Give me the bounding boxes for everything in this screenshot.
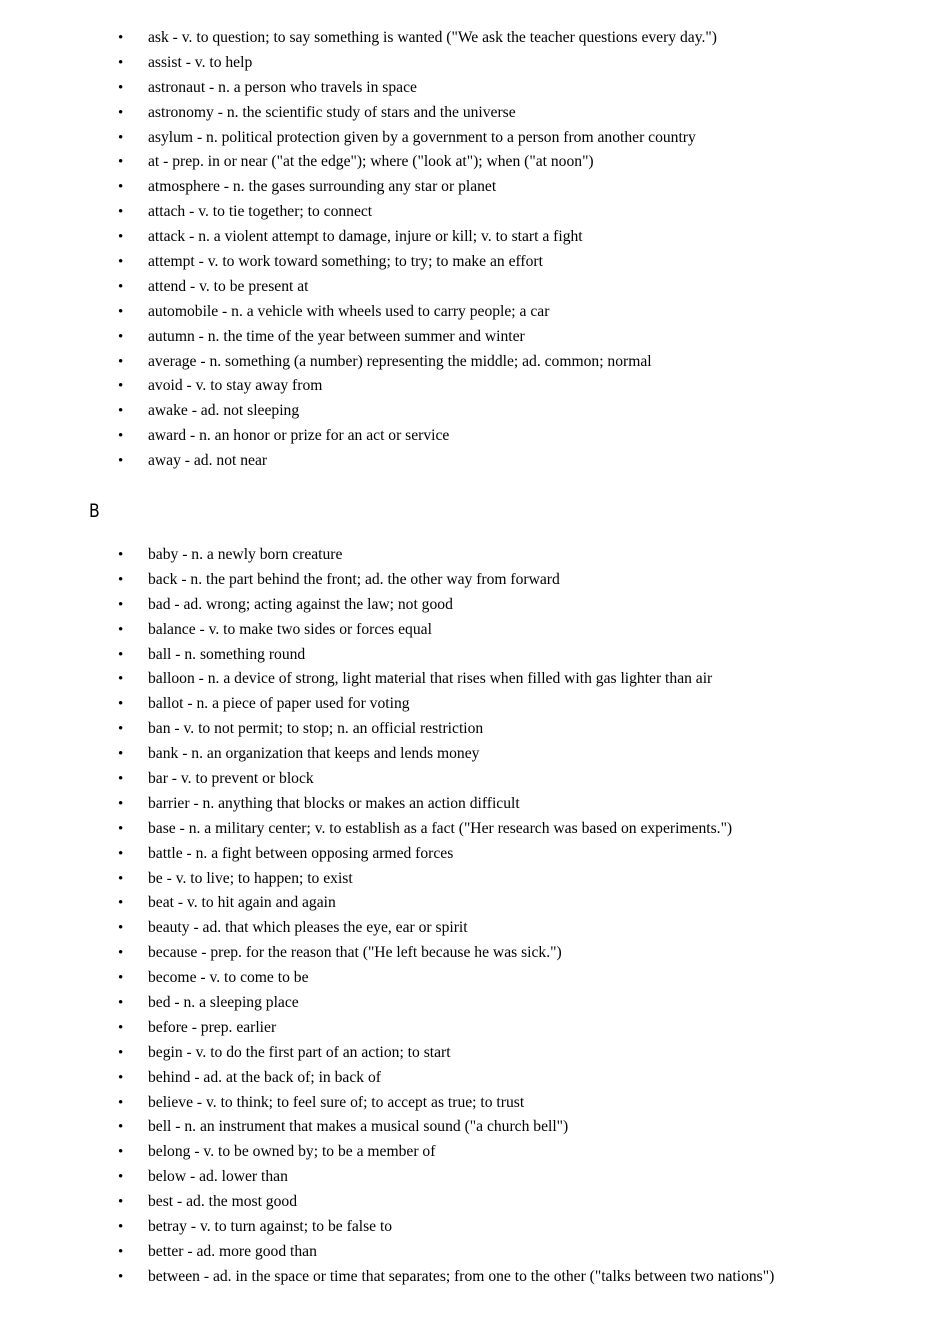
bullet-icon: • [118,920,124,937]
entry-text: atmosphere - n. the gases surrounding any star or planet [148,178,497,196]
entry-text: astronomy - n. the scientific study of stars and the universe [148,103,516,121]
entry-text: better - ad. more good than [148,1242,317,1260]
list-item [0,916,950,941]
entry-text: base - n. a military center; v. to establish as a fact ("Her research was based on experiments.") [148,819,733,837]
list-item [0,1140,950,1165]
bullet-icon: • [118,571,124,588]
bullet-icon: • [118,1219,124,1236]
list-item [0,1190,950,1215]
entry-text: battle - n. a fight between opposing armed forces [148,844,454,862]
bullet-icon: • [118,54,124,71]
bullet-icon: • [118,353,124,370]
entry-text: autumn - n. the time of the year between summer and winter [148,327,525,345]
bullet-icon: • [118,671,124,688]
bullet-icon: • [118,378,124,395]
entry-text: be - v. to live; to happen; to exist [148,869,353,887]
list-item [0,200,950,225]
entry-text: balance - v. to make two sides or forces equal [148,620,432,638]
bullet-icon: • [118,204,124,221]
entry-text: betray - v. to turn against; to be false to [148,1218,393,1236]
bullet-icon: • [118,646,124,663]
list-item [0,374,950,399]
list-item [0,51,950,76]
entry-text: away - ad. not near [148,452,268,470]
list-item [0,175,950,200]
list-item [0,1215,950,1240]
bullet-icon: • [118,1194,124,1211]
list-item [0,275,950,300]
list-item [0,449,950,474]
list-item [0,1091,950,1116]
entry-text: begin - v. to do the first part of an action; to start [148,1043,451,1061]
bullet-icon: • [118,1144,124,1161]
entry-text: avoid - v. to stay away from [148,377,323,395]
bullet-icon: • [118,870,124,887]
entry-text: at - prep. in or near ("at the edge"); where ("look at"); when ("at noon") [148,153,594,171]
entry-text: barrier - n. anything that blocks or makes an action difficult [148,794,520,812]
list-item [0,991,950,1016]
list-item [0,667,950,692]
bullet-icon: • [118,1069,124,1086]
list-item [0,842,950,867]
list-item [0,941,950,966]
bullet-icon: • [118,895,124,912]
list-item [0,643,950,668]
list-item [0,717,950,742]
bullet-icon: • [118,596,124,613]
entry-text: back - n. the part behind the front; ad. the other way from forward [148,570,560,588]
entry-text: astronaut - n. a person who travels in space [148,78,417,96]
bullet-icon: • [118,129,124,146]
entry-text: bar - v. to prevent or block [148,770,314,788]
bullet-icon: • [118,845,124,862]
bullet-icon: • [118,970,124,987]
entry-text: average - n. something (a number) representing the middle; ad. common; normal [148,352,652,370]
entry-text: automobile - n. a vehicle with wheels used to carry people; a car [148,302,550,320]
entry-text: because - prep. for the reason that ("He left because he was sick.") [148,944,562,962]
list-item [0,300,950,325]
bullet-icon: • [118,746,124,763]
bullet-icon: • [118,1094,124,1111]
entry-text: bank - n. an organization that keeps and lends money [148,745,480,763]
list-item [0,692,950,717]
entry-text: bad - ad. wrong; acting against the law; not good [148,595,453,613]
entry-text: ask - v. to question; to say something is wanted ("We ask the teacher questions every day.") [148,29,717,46]
list-item [0,1115,950,1140]
list-item [0,817,950,842]
entry-text: attack - n. a violent attempt to damage, injure or kill; v. to start a fight [148,228,583,246]
word-list-b [0,543,950,1290]
list-item [0,399,950,424]
entry-text: believe - v. to think; to feel sure of; to accept as true; to trust [148,1093,525,1111]
list-item [0,966,950,991]
bullet-icon: • [118,795,124,812]
list-item [0,26,950,51]
entry-text: ballot - n. a piece of paper used for voting [148,695,410,713]
list-item [0,618,950,643]
bullet-icon: • [118,1268,124,1285]
bullet-icon: • [118,771,124,788]
bullet-icon: • [118,1019,124,1036]
entry-text: before - prep. earlier [148,1018,277,1036]
entry-text: best - ad. the most good [148,1193,297,1211]
list-item [0,543,950,568]
bullet-icon: • [118,254,124,271]
bullet-icon: • [118,403,124,420]
list-item [0,101,950,126]
bullet-icon: • [118,696,124,713]
entry-text: awake - ad. not sleeping [148,402,300,420]
word-list-a [0,26,950,474]
entry-text: bed - n. a sleeping place [148,994,299,1012]
bullet-icon: • [118,820,124,837]
list-item [0,126,950,151]
list-item [0,742,950,767]
entry-text: award - n. an honor or prize for an act or service [148,427,450,445]
entry-text: become - v. to come to be [148,969,309,987]
bullet-icon: • [118,1044,124,1061]
list-item [0,1240,950,1265]
section-heading-b: B [89,500,100,522]
bullet-icon: • [118,303,124,320]
bullet-icon: • [118,547,124,563]
entry-text: attend - v. to be present at [148,277,309,295]
entry-text: beauty - ad. that which pleases the eye, ear or spirit [148,919,468,937]
list-item [0,225,950,250]
entry-text: asylum - n. political protection given by a government to a person from another country [148,128,696,146]
bullet-icon: • [118,995,124,1012]
list-item [0,792,950,817]
bullet-icon: • [118,1169,124,1186]
bullet-icon: • [118,945,124,962]
list-item [0,1016,950,1041]
entry-text: behind - ad. at the back of; in back of [148,1068,381,1086]
bullet-icon: • [118,278,124,295]
entry-text: bell - n. an instrument that makes a musical sound ("a church bell") [148,1118,569,1136]
entry-text: attempt - v. to work toward something; to try; to make an effort [148,253,543,271]
bullet-icon: • [118,428,124,445]
bullet-icon: • [118,229,124,246]
list-item [0,1041,950,1066]
entry-text: below - ad. lower than [148,1168,288,1186]
list-item [0,1066,950,1091]
list-item [0,424,950,449]
entry-text: ban - v. to not permit; to stop; n. an official restriction [148,720,484,738]
bullet-icon: • [118,154,124,171]
bullet-icon: • [118,1119,124,1136]
entry-text: beat - v. to hit again and again [148,894,336,912]
list-item [0,568,950,593]
list-item [0,593,950,618]
list-item [0,1265,950,1290]
bullet-icon: • [118,453,124,470]
bullet-icon: • [118,721,124,738]
entry-text: balloon - n. a device of strong, light material that rises when filled with gas lighter than air [148,670,713,688]
list-item [0,325,950,350]
bullet-icon: • [118,328,124,345]
list-item [0,150,950,175]
bullet-icon: • [118,79,124,96]
entry-text: baby - n. a newly born creature [148,546,343,563]
entry-text: belong - v. to be owned by; to be a member of [148,1143,436,1161]
list-item [0,76,950,101]
entry-text: ball - n. something round [148,645,306,663]
entry-text: attach - v. to tie together; to connect [148,203,373,221]
list-item [0,250,950,275]
bullet-icon: • [118,179,124,196]
bullet-icon: • [118,30,124,46]
list-item [0,1165,950,1190]
bullet-icon: • [118,104,124,121]
list-item [0,891,950,916]
entry-text: between - ad. in the space or time that separates; from one to the other ("talks between two nations") [148,1267,775,1285]
list-item [0,350,950,375]
list-item [0,767,950,792]
entry-text: assist - v. to help [148,53,253,71]
list-item [0,867,950,892]
bullet-icon: • [118,1243,124,1260]
bullet-icon: • [118,621,124,638]
